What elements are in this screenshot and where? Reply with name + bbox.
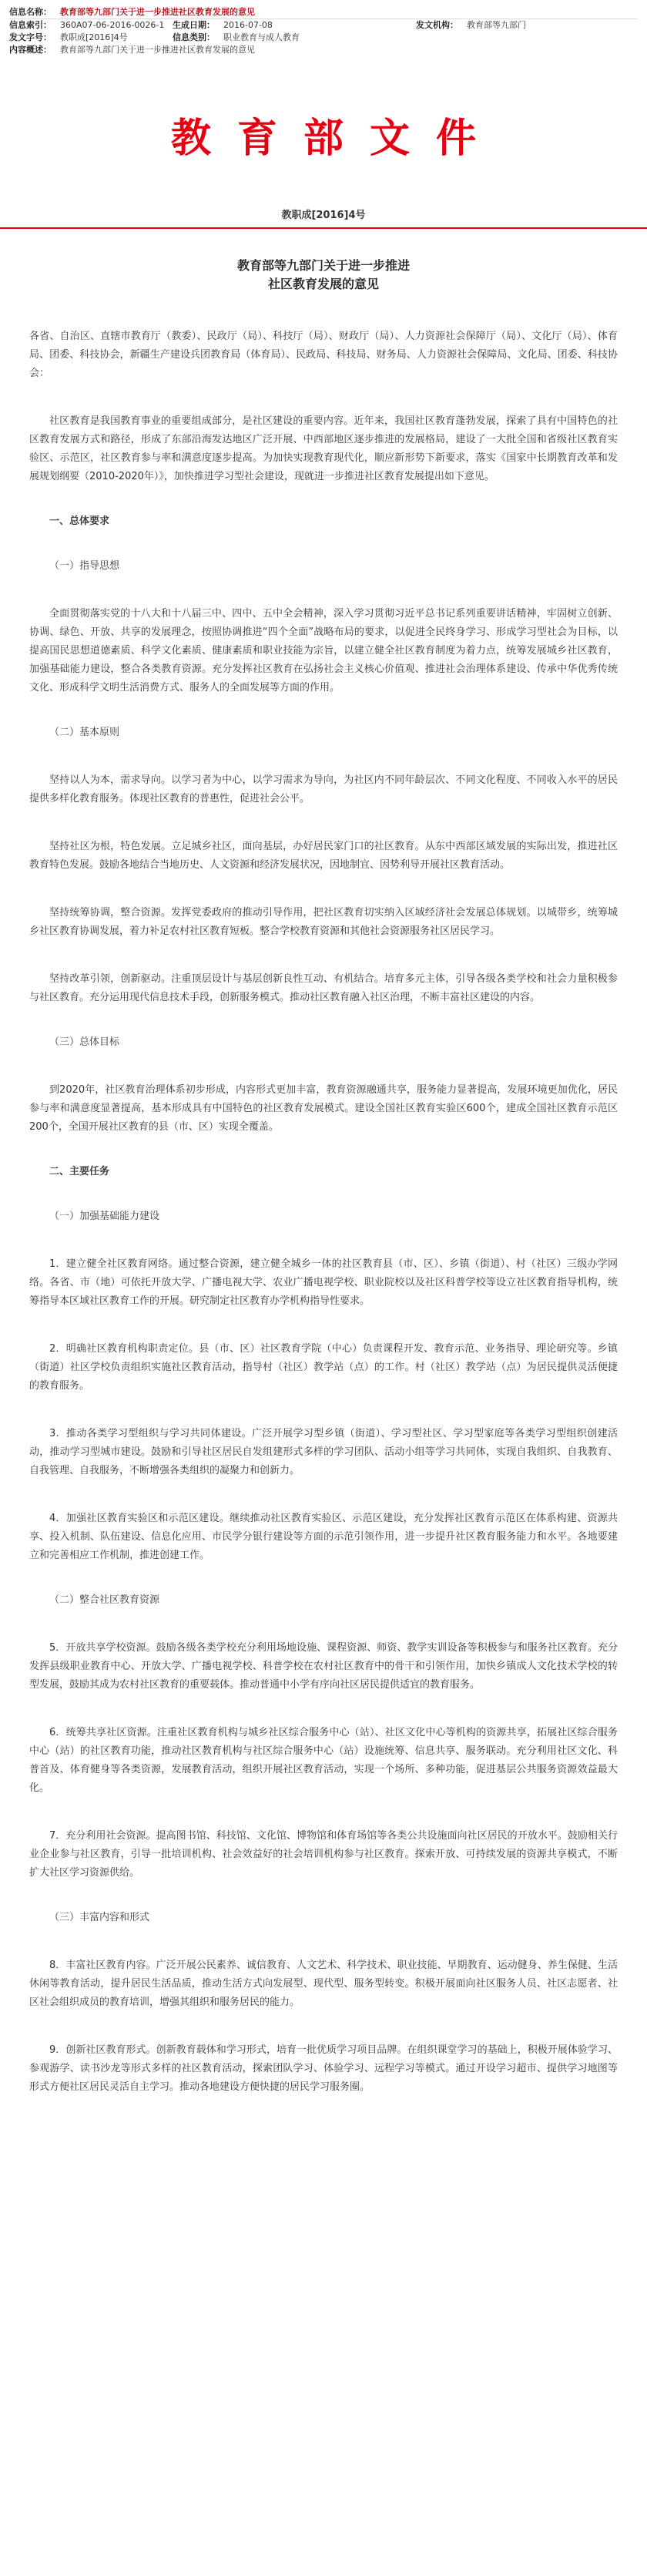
body-paragraph: 坚持以人为本，需求导向。以学习者为中心，以学习需求为导向，为社区内不同年龄层次、不同文化程度、不同收入水平的居民提供多样化教育服务。体现社区教育的普惠性，促进社会公平。 <box>29 774 618 804</box>
document-title-line2: 社区教育发展的意见 <box>267 277 379 291</box>
category-value: 职业教育与成人教育 <box>223 32 300 42</box>
body-paragraph: 坚持改革引领，创新驱动。注重顶层设计与基层创新良性互动、有机结合。培育多元主体，引导各级各类学校和社会力量积极参与社区教育。充分运用现代信息技术手段，创新服务模式。推动社区教育融入社区治理，不断丰富社区建设的内容。 <box>29 973 618 1003</box>
date-label: 生成日期： <box>173 20 215 30</box>
info-header <box>0 0 647 59</box>
subsection-heading: （一）指导思想 <box>49 560 120 572</box>
summary-value: 教育部等九部门关于进一步推进社区教育发展的意见 <box>60 45 255 55</box>
subsection-heading: （三）总体目标 <box>49 1036 120 1048</box>
body-paragraph: 8．丰富社区教育内容。广泛开展公民素养、诚信教育、人文艺术、科学技术、职业技能、早期教育、运动健身、养生保健、生活休闲等教育活动，提升居民生活品质，推动生活方式向发展型、现代型、服务型转变。积极开展面向社区服务人员、社区志愿者、社区社会组织成员的教育培训，增强其组织和服务居民的能力。 <box>29 1960 618 2008</box>
body-paragraph: 6．统筹共享社区资源。注重社区教育机构与城乡社区综合服务中心（站）、社区文化中心等机构的资源共享，拓展社区综合服务中心（站）的社区教育功能，推动社区教育机构与社区综合服务中心（站）设施统筹、信息共享、服务联动。充分利用社区文化、科普首及、体育健身等各类资源，发展教育活动，组织开展社区教育活动，实现一个场所、多种功能，促进基层公共服务资源效益最大化。 <box>29 1727 618 1794</box>
summary-label: 内容概述： <box>9 45 52 55</box>
subsection-heading: （三）丰富内容和形式 <box>49 1912 150 1923</box>
body-paragraph: 7．充分利用社会资源。提高图书馆、科技馆、文化馆、博物馆和体育场馆等各类公共设施面向社区居民的开放水平。鼓励相关行业企业参与社区教育，引导一批培训机构、社会效益好的社会培训机构参与社区教育。探索开放、可持续发展的资源共享模式，不断扩大社区学习资源供给。 <box>29 1830 618 1879</box>
date-value: 2016-07-08 <box>223 20 273 30</box>
info-row-index <box>9 19 638 32</box>
body-paragraph: 4．加强社区教育实验区和示范区建设。继续推动社区教育实验区、示范区建设，充分发挥社区教育示范区在体系构建、资源共享、投入机制、队伍建设、信息化应用、市民学分银行建设等方面的示范引领作用，进一步提升社区教育服务能力和水平。各地要建立和完善相应工作机制，推进创建工作。 <box>29 1513 618 1561</box>
subsection-heading: （二）整合社区教育资源 <box>49 1594 160 1606</box>
body-paragraph: 3．推动各类学习型组织与学习共同体建设。广泛开展学习型乡镇（街道）、学习型社区、学习型家庭等各类学习型组织创建活动，推动学习型城市建设。鼓励和引导社区居民自发组建形式多样的学习团队、活动小组等学习共同体，实现自我组织、自我教育、自我管理、自我服务，不断增强各类组织的凝聚力和创新力。 <box>29 1428 618 1476</box>
category-label: 信息类别： <box>173 32 215 42</box>
body-paragraph: 全面贯彻落实党的十八大和十八届三中、四中、五中全会精神，深入学习贯彻习近平总书记系列重要讲话精神，牢固树立创新、协调、绿色、开放、共享的发展理念，按照协调推进“四个全面”战略布局的要求，以促进全民终身学习、形成学习型社会为目标，以提高国民思想道德素质、科学文化素质、健康素质和职业技能为宗旨，以建立健全社区教育制度为着力点，统筹发展城乡社区教育，加强基础能力建设，整合各类教育资源。充分发挥社区教育在弘扬社会主义核心价值观、推进社会治理体系建设、传承中华优秀传统文化、形成科学文明生活消费方式、服务人的全面发展等方面的作用。 <box>29 608 618 694</box>
addressees: 各省、自治区、直辖市教育厅（教委）、民政厅（局）、科技厅（局）、财政厅（局）、人力资源社会保障厅（局）、文化厅（局）、体育局、团委、科技协会，新疆生产建设兵团教育局（体育局）、民政局、科技局、财务局、人力资源社会保障局、文化局、团委、科技协会： <box>29 331 618 379</box>
document-masthead: 教育部文件 <box>170 115 502 162</box>
title-value: 教育部等九部门关于进一步推进社区教育发展的意见 <box>60 7 255 17</box>
subsection-heading: （一）加强基础能力建设 <box>49 1211 160 1222</box>
body-paragraph: 2．明确社区教育机构职责定位。县（市、区）社区教育学院（中心）负责课程开发、教育示范、业务指导、理论研究等。乡镇（街道）社区学校负责组织实施社区教育活动，指导村（社区）教学站（点）的工作。村（社区）教学站（点）为居民提供灵活便捷的教育服务。 <box>29 1343 618 1392</box>
docno-label: 发文字号： <box>9 32 52 42</box>
info-row-summary <box>9 44 638 56</box>
body-paragraph: 社区教育是我国教育事业的重要组成部分，是社区建设的重要内容。近年来，我国社区教育蓬勃发展，探索了具有中国特色的社区教育发展方式和路径，形成了东部沿海发达地区广泛开展、中西部地区逐步推进的发展格局，建设了一大批全国和省级社区教育实验区、示范区，社区教育参与率和满意度逐步提高。为加快实现教育现代化，顺应新形势下新要求，落实《国家中长期教育改革和发展规划纲要（2010-2020年）》，加快推进学习型社会建设，现就进一步推进社区教育发展提出如下意见。 <box>29 415 618 482</box>
subsection-heading: （二）基本原则 <box>49 727 120 738</box>
document-title-line1: 教育部等九部门关于进一步推进 <box>236 258 410 273</box>
document-number: 教职成[2016]4号 <box>281 210 366 221</box>
body-paragraph: 坚持统筹协调，整合资源。发挥党委政府的推动引导作用，把社区教育切实纳入区域经济社会发展总体规划。以城带乡，统筹城乡社区教育协调发展，着力补足农村社区教育短板。整合学校教育资源和其他社会资源服务社区居民学习。 <box>29 907 618 937</box>
body-paragraph: 5．开放共享学校资源。鼓励各级各类学校充分利用场地设施、课程资源、师资、教学实训设备等积极参与和服务社区教育。充分发挥县级职业教育中心、开放大学、广播电视学校、科普学校在农村社区教育中的骨干和引领作用，加快乡镇成人文化技术学校的转型发展，鼓励其成为农村社区教育的重要载体。推动普通中小学有序向社区居民提供适宜的教育服务。 <box>29 1642 618 1691</box>
index-label: 信息索引： <box>9 20 52 30</box>
info-row-docno <box>9 32 638 44</box>
section-heading: 二、主要任务 <box>49 1166 110 1177</box>
body-paragraph: 1．建立健全社区教育网络。通过整合资源，建立健全城乡一体的社区教育县（市、区）、乡镇（街道）、村（社区）三级办学网络。各省、市（地）可依托开放大学、广播电视大学、农业广播电视学校、职业院校以及社区科普学校等设立社区教育指导机构，统筹指导本区域社区教育工作的开展。研究制定社区教育办学机构指导性要求。 <box>29 1258 618 1307</box>
docno-value: 教职成[2016]4号 <box>60 32 128 42</box>
red-divider <box>0 227 647 229</box>
title-label: 信息名称： <box>9 7 52 17</box>
document-body <box>0 327 647 2097</box>
org-value: 教育部等九部门 <box>467 20 526 30</box>
section-heading: 一、总体要求 <box>49 516 110 527</box>
body-paragraph: 到2020年，社区教育治理体系初步形成，内容形式更加丰富，教育资源融通共享，服务能力显著提高，发展环境更加优化，居民参与率和满意度显著提高，基本形成具有中国特色的社区教育发展模式。建设全国社区教育实验区600个，建成全国社区教育示范区200个，全国开展社区教育的县（市、区）实现全覆盖。 <box>29 1084 618 1133</box>
org-label: 发文机构： <box>416 20 458 30</box>
body-paragraph: 9．创新社区教育形式。创新教育载体和学习形式，培育一批优质学习项目品牌。在组织课堂学习的基础上，积极开展体验学习、参观游学、读书沙龙等形式多样的社区教育活动，探索团队学习、体验学习、远程学习等模式。通过开设学习超市、提供学习地图等形式方便社区居民灵活自主学习。推动各地建设方便快捷的居民学习服务圈。 <box>29 2044 618 2093</box>
info-row-title <box>9 6 638 19</box>
document-title <box>0 257 647 294</box>
index-value: 360A07-06-2016-0026-1 <box>60 20 165 30</box>
body-paragraph: 坚持社区为根，特色发展。立足城乡社区，面向基层，办好居民家门口的社区教育。从东中西部区域发展的实际出发，推进社区教育特色发展。鼓励各地结合当地历史、人文资源和经济发展状况，因地制宜、因势利导开展社区教育活动。 <box>29 841 618 871</box>
